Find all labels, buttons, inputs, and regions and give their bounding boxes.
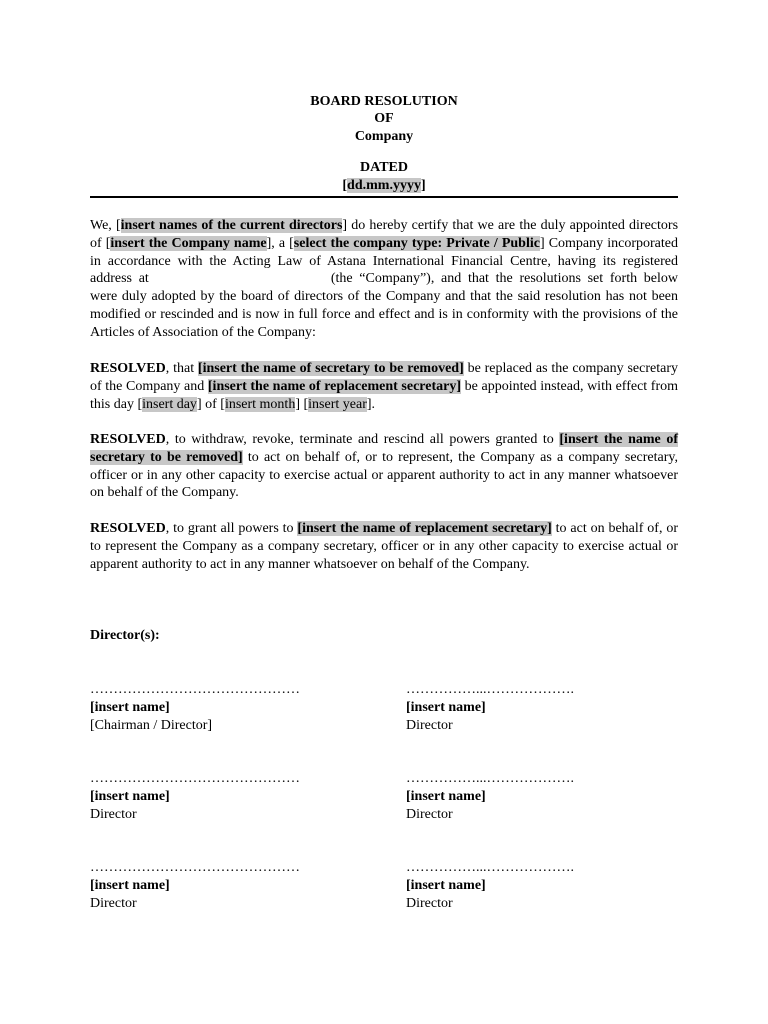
- document-title: BOARD RESOLUTION: [310, 94, 458, 109]
- placeholder-month: insert month: [224, 396, 296, 412]
- resolution-2: RESOLVED, to withdraw, revoke, terminate and rescind all powers granted to [insert the name of secretary to be removed] to act on behalf of, or to represent, the Company as a company secretary, officer or in any other capacity to exercise actual or apparent authority to act in any manner whatsoever on behalf of the Company.: [90, 432, 678, 501]
- signature-block: [90, 681, 300, 735]
- signature-line: ……………...……………….: [406, 860, 574, 875]
- signature-line: ……………...……………….: [406, 682, 574, 697]
- signature-block: [90, 770, 300, 824]
- placeholder-secretary-removed: [insert the name of secretary to be removed]: [197, 361, 464, 376]
- signatory-role: Director: [406, 807, 453, 822]
- date-line: [dd.mm.yyyy]: [342, 178, 426, 193]
- directors-label: Director(s):: [90, 628, 160, 643]
- placeholder-day: insert day: [142, 396, 197, 412]
- signature-block: [90, 859, 300, 913]
- signature-line: ………………………………………: [90, 771, 300, 786]
- signature-block: [406, 859, 574, 913]
- signatory-role: Director: [90, 807, 137, 822]
- signatory-role: Director: [406, 718, 453, 733]
- signatory-name: [insert name]: [90, 878, 170, 893]
- placeholder-replacement-secretary: [insert the name of replacement secretary]: [207, 378, 462, 394]
- title-company: Company: [354, 129, 414, 144]
- title-of: OF: [374, 111, 394, 126]
- placeholder-directors: insert names of the current directors: [120, 218, 343, 233]
- signatory-role: Director: [90, 896, 137, 911]
- signature-line: ………………………………………: [90, 860, 300, 875]
- signature-block: [406, 681, 574, 735]
- placeholder-company-type: select the company type: Private / Public: [293, 235, 540, 251]
- placeholder-replacement-secretary: [insert the name of replacement secretary]: [297, 521, 552, 536]
- intro-paragraph: We, [insert names of the current directors] do hereby certify that we are the duly appointed directors of [insert the Company name], a [select the company type: Private / Public] Company incorporated in accordance with the Acting Law of Astana International Financial Centre, having its registered address at (the “Company”), and that the resolutions set forth below were duly adopted by the board of directors of the Company and that the said resolution has not been modified or rescinded and is now in full force and effect and is in conformity with the provisions of the Articles of Association of the Company:: [90, 218, 679, 340]
- signatory-role: [Chairman / Director]: [90, 718, 213, 733]
- signatory-name: [insert name]: [406, 789, 486, 804]
- placeholder-secretary-removed: [insert the name of secretary to be removed]: [90, 432, 678, 465]
- placeholder-year: insert year: [308, 396, 367, 412]
- resolution-3: RESOLVED, to grant all powers to [insert the name of replacement secretary] to act on behalf of, or to represent the Company as a company secretary, officer or in any other capacity to exercise actual or apparent authority to act in any manner whatsoever on behalf of the Company.: [90, 521, 678, 572]
- resolution-1: RESOLVED, that [insert the name of secretary to be removed] be replaced as the company secretary of the Company and [insert the name of replacement secretary] be appointed instead, with effect from this day [insert day] of [insert month] [insert year].: [90, 361, 679, 412]
- signature-block: [406, 770, 574, 824]
- dated-label: DATED: [360, 160, 408, 175]
- signatory-name: [insert name]: [406, 878, 486, 893]
- signatory-name: [insert name]: [90, 789, 170, 804]
- date-placeholder: dd.mm.yyyy: [347, 178, 421, 193]
- header-divider: [90, 196, 678, 198]
- placeholder-company-name: insert the Company name: [110, 235, 267, 251]
- signature-line: ………………………………………: [90, 682, 300, 697]
- signatory-name: [insert name]: [406, 700, 486, 715]
- signatory-name: [insert name]: [90, 700, 170, 715]
- signatory-role: Director: [406, 896, 453, 911]
- signature-line: ……………...……………….: [406, 771, 574, 786]
